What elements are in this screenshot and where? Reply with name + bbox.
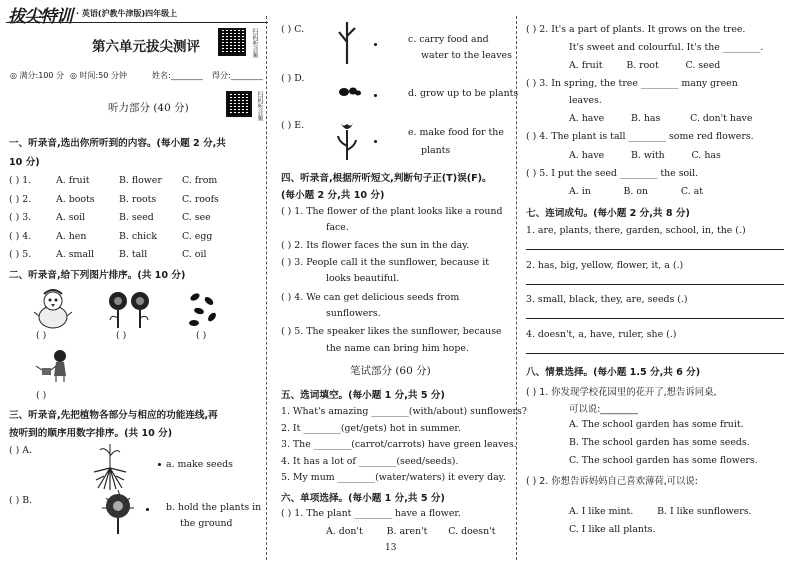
time-limit: ◎ 时间:50 分钟	[70, 71, 127, 80]
sec1-title: 一、听录音,选出你所听到的内容。(每小题 2 分,共	[9, 138, 226, 149]
sec4-title: 四、听录音,根据所听短文,判断句子正(T)误(F)。	[281, 173, 492, 184]
sec4-q3-cont: looks beautiful.	[326, 273, 400, 284]
sec6-q2-cont: It's sweet and colourful. It's the ________.	[569, 42, 764, 53]
sec1-option: A. small	[56, 249, 95, 260]
flower-head-picture-icon	[96, 488, 140, 534]
sec1-option: A. boots	[56, 193, 95, 205]
match-dot-c[interactable]	[374, 43, 377, 46]
sec5-question[interactable]: 5. My mum ________(water/waters) it every day.	[281, 472, 506, 483]
sec4-title-2: (每小题 2 分,共 10 分)	[281, 190, 385, 201]
sec4-q1: ( ) 1. The flower of the plant looks like a round	[281, 206, 503, 217]
sec8-title: 八、情景选择。(每小题 1.5 分,共 6 分)	[526, 367, 701, 378]
sec3-title-2: 按听到的顺序用数字排序。(共 10 分)	[9, 428, 173, 439]
sec6-q3-options: A. have B. has C. don't have	[569, 113, 753, 124]
sec3-title: 三、听录音,先把植物各部分与相应的功能连线,再	[9, 410, 218, 421]
sec1-question-number[interactable]: ( ) 5.	[9, 249, 32, 260]
name-field[interactable]: 姓名:________	[152, 71, 203, 80]
page-number: 13	[385, 543, 397, 553]
tulip-picture-icon	[335, 118, 359, 160]
logo: 拔尖特训	[8, 7, 72, 27]
sec5-question[interactable]: 3. The ________(carrot/carrots) have green leaves.	[281, 439, 517, 450]
chick-picture-icon	[32, 288, 74, 332]
sec5-question[interactable]: 4. It has a lot of ________(seed/seeds).	[281, 455, 459, 467]
sec1-option: C. egg	[182, 230, 213, 242]
sec7-title: 七、连词成句。(每小题 2 分,共 8 分)	[526, 208, 690, 219]
sec3-a-text: a. make seeds	[166, 459, 233, 470]
sec1-option: A. hen	[56, 230, 87, 242]
sec1-option: A. fruit	[56, 175, 90, 186]
sec3-e-text: e. make food for the	[408, 127, 504, 138]
sec4-q2: ( ) 2. Its flower faces the sun in the day.	[281, 240, 470, 251]
sec2-paren-3[interactable]: ( )	[196, 330, 207, 341]
girl-watering-picture-icon	[34, 348, 74, 386]
scan-label-2: 扫码听音频	[256, 91, 263, 121]
sec8-q1-option-b: B. The school garden has some seeds.	[569, 437, 750, 448]
sec7-question: 1. are, plants, there, garden, school, in, the (.)	[526, 225, 746, 236]
sec3-d-text: d. grow up to be plants	[408, 88, 519, 99]
sec5-question[interactable]: 1. What's amazing ________(with/about) sunflowers?	[281, 406, 527, 417]
sec1-option: C. from	[182, 175, 218, 186]
sec7-question: 3. small, black, they, are, seeds (.)	[526, 294, 688, 305]
sec1-option: A. soil	[56, 212, 86, 223]
roots-picture-icon	[90, 444, 130, 490]
full-score: ◎ 满分:100 分	[10, 71, 65, 80]
sec3-a-label[interactable]: ( ) A.	[9, 445, 33, 456]
sec6-q4: ( ) 4. The plant is tall ________ some red flowers.	[526, 131, 754, 142]
sec8-q2-options: A. I like mint. B. I like sunflowers.	[569, 506, 752, 517]
sec1-option: B. tall	[119, 249, 148, 260]
sec1-option: B. seed	[119, 212, 154, 223]
sec8-q1: ( ) 1. 你发现学校花园里的花开了,想告诉同桌,	[526, 387, 717, 398]
sec8-q1-option-a: A. The school garden has some fruit.	[569, 419, 744, 430]
sec4-q1-cont: face.	[326, 222, 349, 233]
flowers-picture-icon	[105, 290, 153, 330]
sec3-c-text: c. carry food and	[408, 34, 489, 45]
sec8-q2-option-c: C. I like all plants.	[569, 524, 656, 535]
sec6-q3-cont: leaves.	[569, 95, 602, 106]
sec4-q3: ( ) 3. People call it the sunflower, because it	[281, 257, 490, 268]
stem-picture-icon	[335, 20, 359, 64]
sec7-answer-line[interactable]	[526, 284, 784, 285]
sec1-question-number[interactable]: ( ) 3.	[9, 212, 32, 223]
sec6-q2-options: A. fruit B. root C. seed	[569, 60, 721, 71]
sec4-q4: ( ) 4. We can get delicious seeds from	[281, 292, 460, 303]
sec1-option: C. see	[182, 212, 211, 223]
sec3-e-text-2: plants	[421, 145, 451, 156]
sec1-option: C. oil	[182, 249, 207, 260]
match-dot-e[interactable]	[374, 140, 377, 143]
match-dot-d[interactable]	[374, 94, 377, 97]
sec1-option: C. roofs	[182, 193, 219, 205]
sec3-c-text-2: water to the leaves	[421, 50, 512, 61]
sec3-b-text-2: the ground	[180, 518, 233, 529]
sec1-option: B. flower	[119, 175, 162, 186]
score-field[interactable]: 得分:________	[212, 71, 263, 80]
sec5-title: 五、选词填空。(每小题 1 分,共 5 分)	[281, 390, 445, 401]
sec1-question-number[interactable]: ( ) 1.	[9, 175, 32, 186]
qr-code-icon[interactable]	[218, 28, 246, 56]
sec1-option: B. roots	[119, 193, 157, 205]
subject-label: · 英语(沪教牛津版)四年级上	[76, 9, 178, 18]
sec6-q4-options: A. have B. with C. has	[569, 150, 721, 161]
written-title: 笔试部分 (60 分)	[350, 365, 431, 377]
sec7-question: 4. doesn't, a, have, ruler, she (.)	[526, 328, 677, 340]
sec1-title-2: 10 分)	[9, 157, 40, 168]
sec4-q5: ( ) 5. The speaker likes the sunflower, because	[281, 326, 502, 337]
sec2-paren-2[interactable]: ( )	[116, 330, 127, 341]
header-rule	[6, 22, 268, 23]
sec7-answer-line[interactable]	[526, 353, 784, 354]
sec4-q4-cont: sunflowers.	[326, 308, 381, 319]
sec6-q3: ( ) 3. In spring, the tree ________ many green	[526, 78, 738, 89]
sec3-b-label[interactable]: ( ) B.	[9, 495, 33, 506]
sec7-question: 2. has, big, yellow, flower, it, a (.)	[526, 259, 684, 271]
sec6-q5-options: A. in B. on C. at	[569, 186, 704, 197]
sec6-q1: ( ) 1. The plant ________ have a flower.	[281, 508, 461, 519]
match-dot-b[interactable]	[146, 508, 149, 511]
sec3-c-label[interactable]: ( ) C.	[281, 24, 305, 35]
sec2-paren-1[interactable]: ( )	[36, 330, 47, 341]
sec6-q5: ( ) 5. I put the seed ________ the soil.	[526, 168, 699, 179]
sec8-q1-option-c: C. The school garden has some flowers.	[569, 455, 758, 466]
sec5-question[interactable]: 2. It ________(get/gets) hot in summer.	[281, 422, 461, 434]
sec2-paren-4[interactable]: ( )	[36, 390, 47, 401]
sec6-title: 六、单项选择。(每小题 1 分,共 5 分)	[281, 493, 445, 504]
page-title: 第六单元拔尖测评	[92, 39, 200, 55]
sec7-answer-line[interactable]	[526, 249, 784, 250]
sec1-option: B. chick	[119, 230, 158, 242]
scan-label: 扫码听音频	[251, 28, 258, 58]
sec2-title: 二、听录音,给下列图片排序。(共 10 分)	[9, 270, 186, 281]
qr-code-2-icon[interactable]	[226, 91, 252, 117]
sec1-question-number[interactable]: ( ) 2.	[9, 193, 32, 205]
sec6-q1-options: A. don't B. aren't C. doesn't	[326, 526, 496, 537]
sec8-q1-cont: 可以说:________	[569, 404, 638, 415]
sec1-question-number[interactable]: ( ) 4.	[9, 230, 32, 242]
sec3-e-label[interactable]: ( ) E.	[281, 120, 305, 131]
sec8-q2: ( ) 2. 你想告诉妈妈自己喜欢薄荷,可以说:	[526, 476, 698, 487]
sec3-b-text: b. hold the plants in	[166, 502, 262, 513]
seeds-picture-icon	[185, 289, 221, 329]
column-divider-1	[266, 16, 267, 560]
listening-title: 听力部分 (40 分)	[108, 102, 189, 114]
sec7-answer-line[interactable]	[526, 318, 784, 319]
sec6-q2: ( ) 2. It's a part of plants. It grows on the tree.	[526, 24, 746, 35]
seeds-small-picture-icon	[338, 86, 362, 98]
sec4-q5-cont: the name can bring him hope.	[326, 343, 469, 354]
match-dot-a-right[interactable]	[158, 463, 161, 466]
sec3-d-label[interactable]: ( ) D.	[281, 73, 305, 84]
